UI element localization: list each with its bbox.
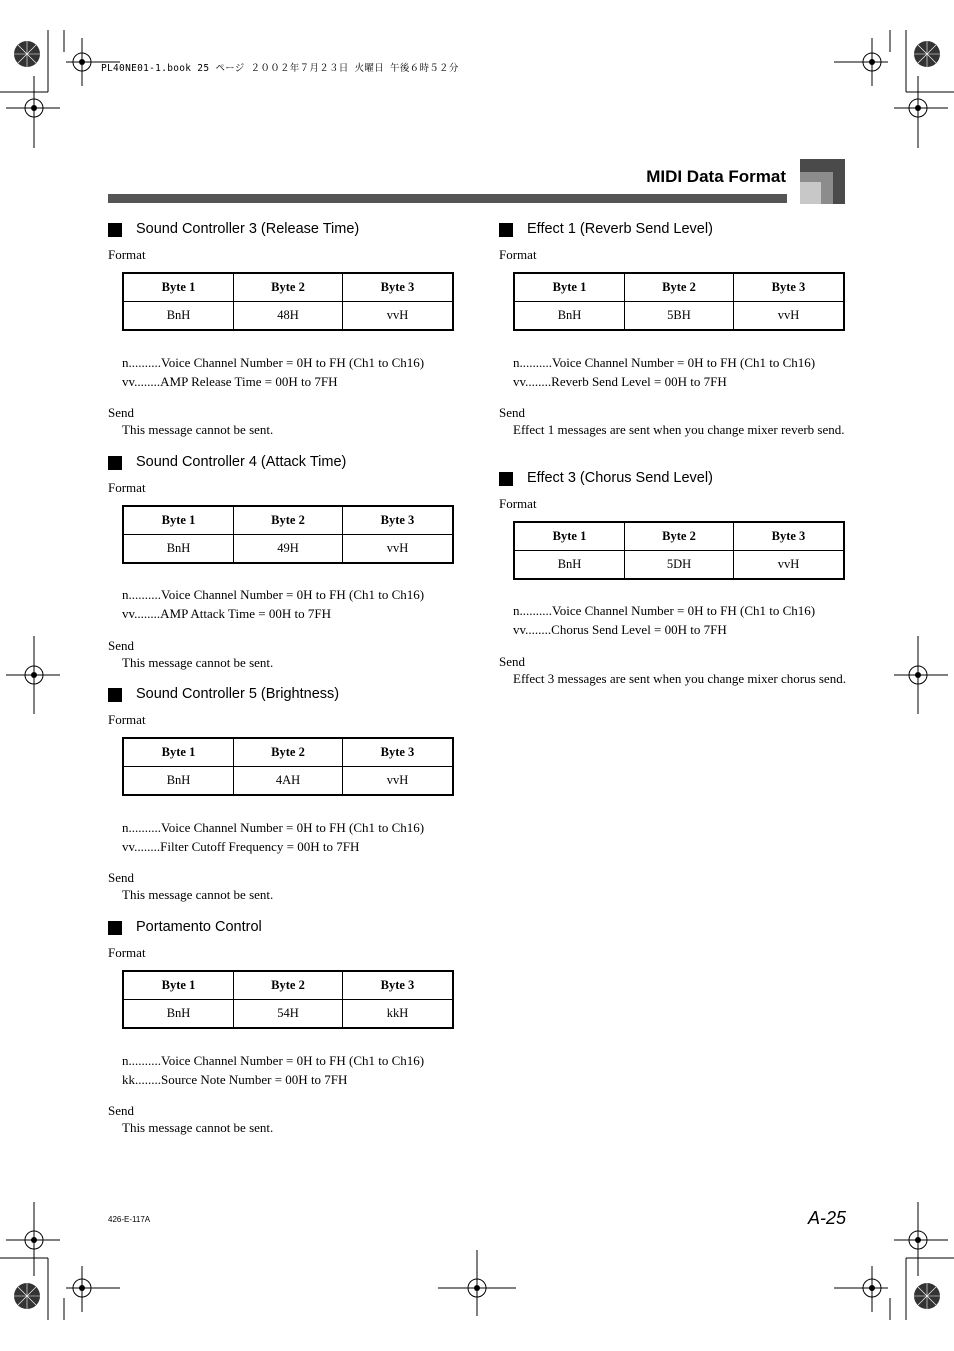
description-line: vv........AMP Attack Time = 00H to 7FH	[122, 606, 331, 621]
byte-table	[513, 521, 845, 580]
format-label: Format	[108, 712, 146, 727]
table-cell: 5DH	[625, 551, 734, 580]
byte-table	[122, 505, 454, 564]
table-header: Byte 3	[733, 273, 844, 302]
print-header: PL40NE01-1.book 25 ページ ２００２年７月２３日 火曜日 午後６時５２分	[101, 63, 459, 74]
format-label: Format	[499, 496, 537, 511]
description-line: n..........Voice Channel Number = 0H to FH (Ch1 to Ch16)	[122, 587, 425, 602]
table-cell: 48H	[234, 302, 343, 331]
byte-table	[513, 272, 845, 331]
byte-table	[122, 272, 454, 331]
table-cell: 5BH	[625, 302, 734, 331]
table-cell: vvH	[342, 302, 453, 331]
send-text: This message cannot be sent.	[122, 655, 274, 670]
description-list	[122, 353, 424, 391]
section-bullet-icon	[108, 223, 122, 237]
send-label: Send	[108, 1103, 134, 1118]
table-header: Byte 3	[342, 738, 453, 767]
table-cell: 49H	[234, 535, 343, 564]
section-bullet-icon	[108, 456, 122, 470]
section-title: Sound Controller 5 (Brightness)	[136, 686, 340, 702]
send-label: Send	[108, 405, 134, 420]
table-header: Byte 2	[234, 738, 343, 767]
document-code: 426-E-117A	[108, 1215, 151, 1224]
send-text: Effect 1 messages are sent when you change mixer reverb send.	[513, 422, 845, 437]
format-label: Format	[108, 247, 146, 262]
table-header: Byte 2	[625, 522, 734, 551]
send-label: Send	[499, 405, 525, 420]
section-bullet-icon	[108, 688, 122, 702]
table-header: Byte 3	[733, 522, 844, 551]
section-title: Effect 3 (Chorus Send Level)	[527, 470, 713, 486]
format-label: Format	[108, 480, 146, 495]
table-cell: vvH	[733, 551, 844, 580]
table-header: Byte 3	[342, 506, 453, 535]
table-cell: vvH	[342, 767, 453, 796]
description-line: n..........Voice Channel Number = 0H to FH (Ch1 to Ch16)	[513, 355, 816, 370]
send-text: This message cannot be sent.	[122, 1120, 274, 1135]
table-header: Byte 1	[514, 273, 625, 302]
table-cell: BnH	[166, 1006, 191, 1020]
description-list	[513, 601, 815, 639]
description-list	[122, 818, 424, 856]
table-cell: BnH	[166, 308, 191, 322]
table-header: Byte 1	[123, 971, 234, 1000]
table-cell: BnH	[557, 557, 582, 571]
format-label: Format	[108, 945, 146, 960]
send-label: Send	[499, 654, 525, 669]
byte-table	[122, 737, 454, 796]
page-title: MIDI Data Format	[646, 167, 786, 186]
table-cell: 54H	[234, 1000, 343, 1029]
table-cell: vvH	[733, 302, 844, 331]
section-bullet-icon	[499, 223, 513, 237]
table-cell: 4AH	[234, 767, 343, 796]
description-line: vv........Reverb Send Level = 00H to 7FH	[513, 374, 727, 389]
description-line: n..........Voice Channel Number = 0H to FH (Ch1 to Ch16)	[513, 603, 816, 618]
table-header: Byte 1	[123, 273, 234, 302]
description-list	[513, 353, 815, 391]
description-line: n..........Voice Channel Number = 0H to FH (Ch1 to Ch16)	[122, 355, 425, 370]
table-header: Byte 1	[123, 506, 234, 535]
table-header: Byte 2	[234, 971, 343, 1000]
send-text: Effect 3 messages are sent when you change mixer chorus send.	[513, 671, 846, 686]
section-bullet-icon	[499, 472, 513, 486]
page-number: A-25	[807, 1208, 846, 1228]
section-title: Effect 1 (Reverb Send Level)	[527, 221, 713, 237]
description-list	[122, 585, 424, 623]
table-header: Byte 1	[123, 738, 234, 767]
section-title: Portamento Control	[136, 919, 262, 935]
send-text: This message cannot be sent.	[122, 422, 274, 437]
description-line: n..........Voice Channel Number = 0H to FH (Ch1 to Ch16)	[122, 820, 425, 835]
description-line: n..........Voice Channel Number = 0H to FH (Ch1 to Ch16)	[122, 1053, 425, 1068]
section-title: Sound Controller 3 (Release Time)	[136, 221, 360, 237]
header-rule	[108, 194, 787, 203]
header-corner-block	[800, 159, 845, 204]
table-header: Byte 1	[514, 522, 625, 551]
description-line: vv........Chorus Send Level = 00H to 7FH	[513, 622, 727, 637]
table-header: Byte 2	[234, 273, 343, 302]
description-line: vv........AMP Release Time = 00H to 7FH	[122, 374, 338, 389]
section-title: Sound Controller 4 (Attack Time)	[136, 454, 347, 470]
table-cell: BnH	[557, 308, 582, 322]
table-header: Byte 2	[234, 506, 343, 535]
table-cell: kkH	[342, 1000, 453, 1029]
send-text: This message cannot be sent.	[122, 887, 274, 902]
send-label: Send	[108, 638, 134, 653]
description-line: vv........Filter Cutoff Frequency = 00H to 7FH	[122, 839, 360, 854]
table-cell: vvH	[342, 535, 453, 564]
table-header: Byte 3	[342, 971, 453, 1000]
table-cell: BnH	[166, 773, 191, 787]
table-cell: BnH	[166, 541, 191, 555]
section-bullet-icon	[108, 921, 122, 935]
description-list	[122, 1051, 424, 1089]
description-line: kk........Source Note Number = 00H to 7FH	[122, 1072, 348, 1087]
table-header: Byte 2	[625, 273, 734, 302]
format-label: Format	[499, 247, 537, 262]
byte-table	[122, 970, 454, 1029]
table-header: Byte 3	[342, 273, 453, 302]
send-label: Send	[108, 870, 134, 885]
